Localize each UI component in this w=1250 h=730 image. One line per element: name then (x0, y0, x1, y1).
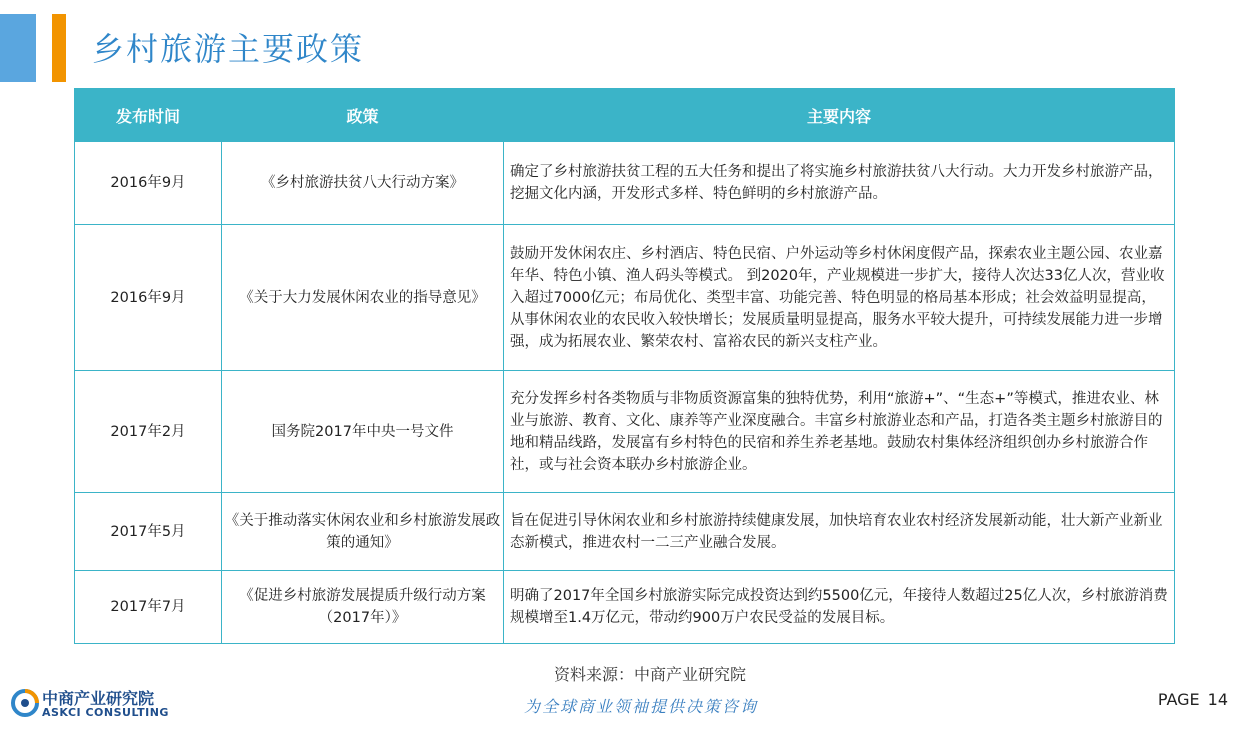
table-row (75, 225, 1175, 371)
cell-content: 充分发挥乡村各类物质与非物质资源富集的独特优势，利用“旅游+”、“生态+”等模式，推进农业、林业与旅游、教育、文化、康养等产业深度融合。丰富乡村旅游业态和产品，打造各类主题乡村旅游目的地和精品线路，发展富有乡村特色的民宿和养生养老基地。鼓励农村集体经济组织创办乡村旅游合作社，或与社会资本联办乡村旅游企业。 (504, 371, 1175, 493)
company-logo (10, 686, 180, 726)
cell-date: 2016年9月 (75, 225, 222, 371)
cell-content: 确定了乡村旅游扶贫工程的五大任务和提出了将实施乡村旅游扶贫八大行动。大力开发乡村旅游产品，挖掘文化内涵，开发形式多样、特色鲜明的乡村旅游产品。 (504, 142, 1175, 225)
cell-content: 明确了2017年全国乡村旅游实际完成投资达到约5500亿元，年接待人数超过25亿人次，乡村旅游消费规模增至1.4万亿元，带动约900万户农民受益的发展目标。 (504, 571, 1175, 644)
cell-policy: 《促进乡村旅游发展提质升级行动方案（2017年）》 (222, 571, 504, 644)
askci-logo-icon (10, 688, 40, 718)
cell-date: 2017年5月 (75, 493, 222, 571)
table-row (75, 571, 1175, 644)
cell-content: 旨在促进引导休闲农业和乡村旅游持续健康发展，加快培育农业农村经济发展新动能，壮大新产业新业态新模式，推进农村一二三产业融合发展。 (504, 493, 1175, 571)
logo-text-cn: 中商产业研究院 (42, 689, 155, 708)
table-row (75, 371, 1175, 493)
accent-bar-orange (52, 14, 66, 82)
policy-table (74, 88, 1175, 644)
cell-content: 鼓励开发休闲农庄、乡村酒店、特色民宿、户外运动等乡村休闲度假产品，探索农业主题公园、农业嘉年华、特色小镇、渔人码头等模式。 到2020年，产业规模进一步扩大，接待人次达33亿人次，营业收入超过7000亿元；布局优化、类型丰富、功能完善、特色明显的格局基本形成；社会效益明显提高，从事休闲农业的农民收入较快增长；发展质量明显提高，服务水平较大提升，可持续发展能力进一步增强，成为拓展农业、繁荣农村、富裕农民的新兴支柱产业。 (504, 225, 1175, 371)
cell-date: 2017年2月 (75, 371, 222, 493)
page-number (1158, 690, 1228, 709)
header-content: 主要内容 (504, 89, 1175, 142)
header-policy: 政策 (222, 89, 504, 142)
page-label: PAGE (1157, 690, 1200, 709)
cell-date: 2016年9月 (75, 142, 222, 225)
page-title: 乡村旅游主要政策 (92, 30, 365, 68)
cell-policy: 国务院2017年中央一号文件 (222, 371, 504, 493)
page-value: 14 (1207, 690, 1228, 709)
logo-text-en: ASKCI CONSULTING (42, 706, 169, 719)
cell-policy: 《关于大力发展休闲农业的指导意见》 (222, 225, 504, 371)
accent-bar-blue (0, 14, 36, 82)
header-date: 发布时间 (75, 89, 222, 142)
table-header-row (75, 89, 1175, 142)
source-note: 资料来源：中商产业研究院 (553, 665, 746, 684)
cell-policy: 《关于推动落实休闲农业和乡村旅游发展政策的通知》 (222, 493, 504, 571)
table-row (75, 142, 1175, 225)
slogan: 为全球商业领袖提供决策咨询 (523, 697, 758, 716)
cell-policy: 《乡村旅游扶贫八大行动方案》 (222, 142, 504, 225)
cell-date: 2017年7月 (75, 571, 222, 644)
table-row (75, 493, 1175, 571)
